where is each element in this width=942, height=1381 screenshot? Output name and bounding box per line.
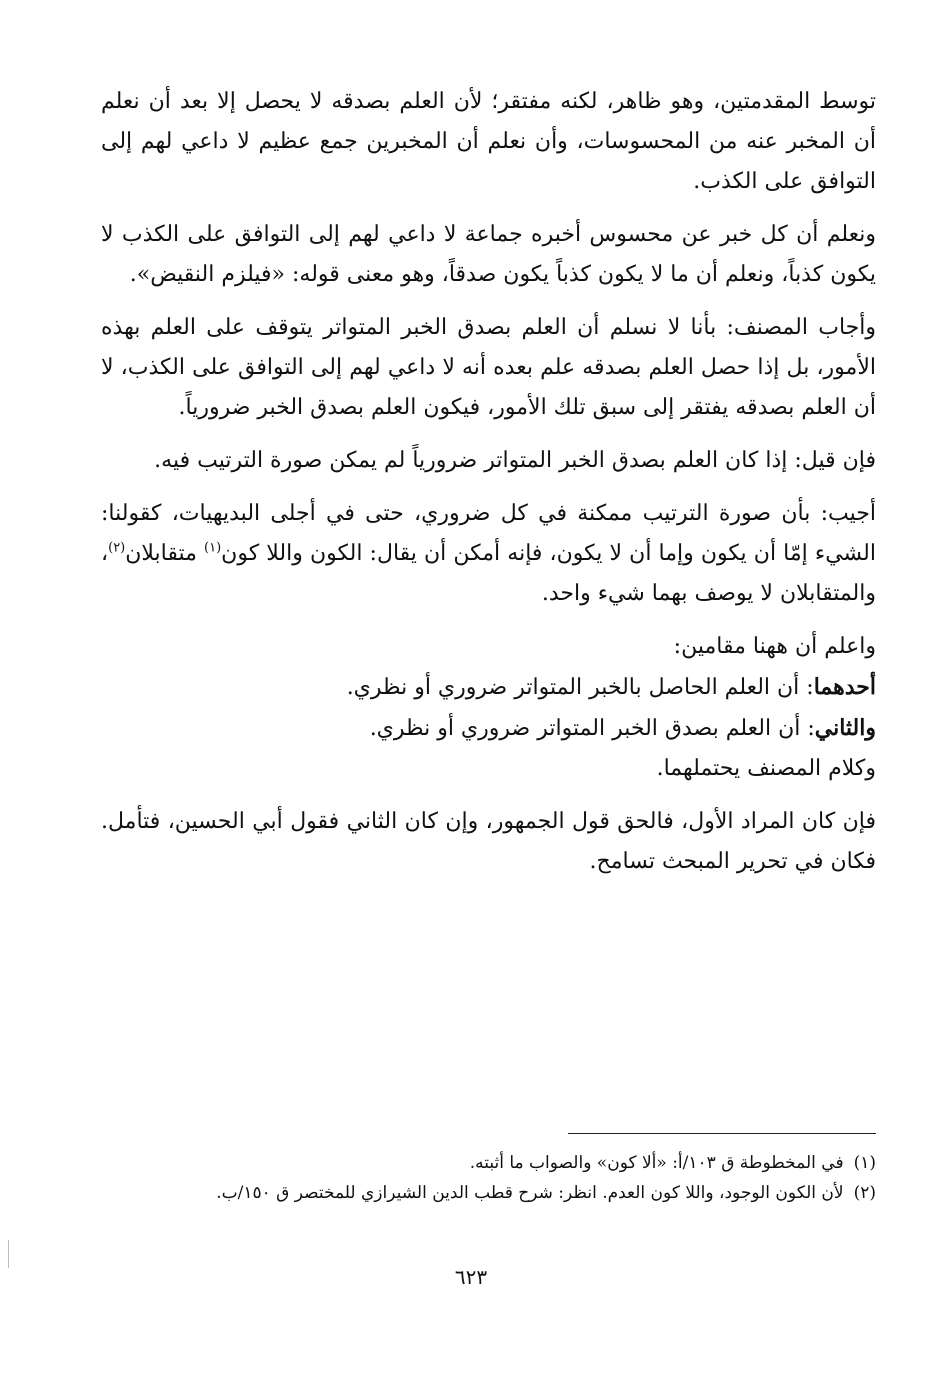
footnote-ref-1[interactable]: (١) <box>204 540 222 556</box>
answer-text-start: أجيب: بأن صورة الترتيب ممكنة في كل ضروري، حتى في أجلى البديهيات، كقولنا: الشيء إمّا أن يكون وإما أن لا يكون، فإنه أمكن أن يقال: الكون واللا كون <box>101 501 876 566</box>
footnote-ref-2[interactable]: (٢) <box>108 540 126 556</box>
maqam-second-label: والثاني <box>814 715 876 741</box>
footnote-1-text: في المخطوطة ق ١٠٣/أ: «ألا كون» والصواب ما أثبته. <box>469 1153 844 1173</box>
maqamain-block <box>101 627 876 789</box>
maqamain-intro: واعلم أن ههنا مقامين: <box>673 634 876 659</box>
paragraph-4: فإن قيل: إذا كان العلم بصدق الخبر المتواتر ضرورياً لم يمكن صورة الترتيب فيه. <box>154 448 876 473</box>
paragraph-3: وأجاب المصنف: بأنا لا نسلم أن العلم بصدق الخبر المتواتر يتوقف على العلم بهذه الأمور، بل إذا حصل العلم بصدقه علم بعده أنه لا داعي لهم إلى التوافق على الكذب، لا أن العلم بصدقه يفتقر إلى سبق تلك الأمور، فيكون العلم بصدق الخبر ضرورياً. <box>101 315 876 420</box>
footnote-2 <box>101 1178 876 1208</box>
footnote-2-number: (٢) <box>853 1183 876 1203</box>
paragraph-2: ونعلم أن كل خبر عن محسوس أخبره جماعة لا داعي لهم إلى التوافق على الكذب لا يكون كذباً، ونعلم أن ما لا يكون كذباً يكون صدقاً، وهو معنى قوله: «فيلزم النقيض». <box>101 222 876 287</box>
margin-mark <box>8 1240 9 1268</box>
maqam-first-text: : أن العلم الحاصل بالخبر المتواتر ضروري أو نظري. <box>346 675 814 700</box>
maqamain-closing: وكلام المصنف يحتملهما. <box>656 756 876 781</box>
footnote-separator <box>568 1133 876 1134</box>
footnotes <box>101 1148 876 1208</box>
footnote-1 <box>101 1148 876 1178</box>
main-text <box>101 82 876 895</box>
footnote-2-text: لأن الكون الوجود، واللا كون العدم. انظر: شرح قطب الدين الشيرازي للمختصر ق ١٥٠/ب. <box>216 1183 844 1203</box>
maqam-first-label: أحدهما <box>813 674 876 700</box>
answer-text-middle: متقابلان <box>125 541 205 566</box>
maqam-first <box>101 667 876 708</box>
answer-text-end: ، والمتقابلان لا يوصف بهما شيء واحد. <box>101 541 876 606</box>
maqam-second-text: : أن العلم بصدق الخبر المتواتر ضروري أو نظري. <box>369 716 815 741</box>
page-number: ٦٢٣ <box>454 1265 488 1289</box>
footnote-1-number: (١) <box>853 1153 876 1173</box>
paragraph-1: توسط المقدمتين، وهو ظاهر، لكنه مفتقر؛ لأن العلم بصدقه لا يحصل إلا بعد أن نعلم أن المخبر عنه من المحسوسات، وأن نعلم أن المخبرين جمع عظيم لا داعي لهم إلى التوافق على الكذب. <box>101 89 876 194</box>
maqam-second <box>101 708 876 749</box>
paragraph-answer <box>101 494 876 614</box>
paragraph-conclusion: فإن كان المراد الأول، فالحق قول الجمهور، وإن كان الثاني فقول أبي الحسين، فتأمل. فكان في تحرير المبحث تسامح. <box>101 809 876 874</box>
